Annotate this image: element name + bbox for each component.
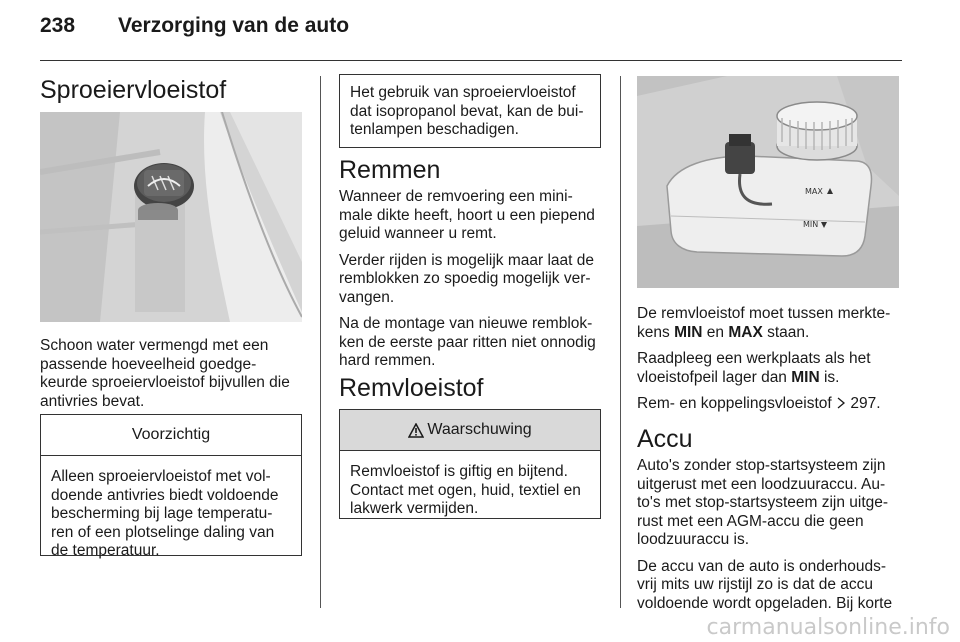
brake-fluid-reservoir-illustration <box>637 76 899 288</box>
p2-text-a: Raadpleeg een werkplaats als het vloeistofpeil lager dan <box>637 350 871 386</box>
remmen-body <box>339 188 603 371</box>
caution-box <box>40 414 302 559</box>
p1-text-a: De remvloeistof moet tussen merkte-kens <box>637 305 891 341</box>
remmen-paragraph-2: Verder rijden is mogelijk maar laat de remblokken zo spoedig mogelijk ver-vangen. <box>339 251 595 306</box>
column-divider-1 <box>320 76 321 608</box>
page-reference-arrow-icon <box>836 397 846 409</box>
p1-text-d: staan. <box>762 323 810 341</box>
p1-max: MAX <box>728 323 763 341</box>
column-divider-2 <box>620 76 621 608</box>
remmen-paragraph-1: Wanneer de remvoering een mini-male dikte heeft, hoort u een piepend geluid wanneer u remt. <box>339 188 595 242</box>
heading-accu: Accu <box>637 425 693 453</box>
remmen-paragraph-3: Na de montage van nieuwe remblok-ken de eerste paar ritten niet onnodig hard remmen. <box>339 315 596 369</box>
p2-text-c: is. <box>819 368 840 386</box>
column-1 <box>40 76 302 105</box>
warning-triangle-icon <box>408 423 424 438</box>
brake-fluid-paragraph-3 <box>637 395 903 414</box>
heading-remmen: Remmen <box>339 156 441 184</box>
heading-sproeiervloeistof: Sproeiervloeistof <box>40 76 227 104</box>
header-divider <box>40 60 902 61</box>
brake-fluid-paragraph-1 <box>637 305 903 342</box>
accu-paragraph-1: Auto's zonder stop-startsysteem zijn uitgerust met een loodzuuraccu. Au-to's met stop-startsysteem zijn uitge-rust met een AGM-accu die geen loodzuuraccu is. <box>637 457 889 548</box>
chapter-title: Verzorging van de auto <box>118 14 350 37</box>
accu-paragraph-2: De accu van de auto is onderhouds-vrij mits uw rijstijl zo is dat de accu voldoende wordt opgeladen. Bij korte <box>637 557 893 612</box>
section-remvloeistof <box>339 374 601 403</box>
brake-fluid-text <box>637 305 903 422</box>
watermark: carmanualsonline.info <box>706 615 950 640</box>
p1-min: MIN <box>674 323 703 341</box>
isopropanol-note-box <box>339 74 601 148</box>
p3-text-a: Rem- en koppelingsvloeistof <box>637 395 837 412</box>
brake-fluid-reservoir-image <box>637 76 899 288</box>
warning-box <box>339 409 601 519</box>
p1-text-c: en <box>702 323 729 341</box>
max-label: MAX <box>805 187 823 196</box>
washer-fluid-text <box>40 337 302 419</box>
p2-min: MIN <box>791 368 820 386</box>
washer-reservoir-illustration <box>40 112 302 322</box>
washer-paragraph: Schoon water vermengd met een passende hoeveelheid goedge-keurde sproeiervloeistof bijvullen die antivries bevat. <box>40 337 290 410</box>
caution-text: Alleen sproeiervloeistof met vol-doende antivries biedt voldoende bescherming bij lage temperatu-ren of een plotselinge daling van de temperatuur. <box>51 468 279 559</box>
warning-title: Waarschuwing <box>427 421 532 438</box>
isopropanol-note-text: Het gebruik van sproeiervloeistof dat isopropanol bevat, kan de bui-tenlampen beschadigen. <box>350 84 584 138</box>
heading-remvloeistof: Remvloeistof <box>339 374 484 402</box>
caution-header: Voorzichtig <box>41 415 301 456</box>
brake-fluid-paragraph-2 <box>637 350 903 387</box>
min-label: MIN <box>803 220 819 229</box>
warning-header <box>340 410 600 451</box>
p3-page-ref[interactable]: 297. <box>846 395 881 412</box>
section-remmen <box>339 156 603 379</box>
warning-text: Remvloeistof is giftig en bijtend. Contact met ogen, huid, textiel en lakwerk vermijden. <box>350 463 581 517</box>
page-number: 238 <box>40 14 76 37</box>
washer-reservoir-image <box>40 112 302 322</box>
accu-body <box>637 457 903 613</box>
section-accu <box>637 425 903 621</box>
